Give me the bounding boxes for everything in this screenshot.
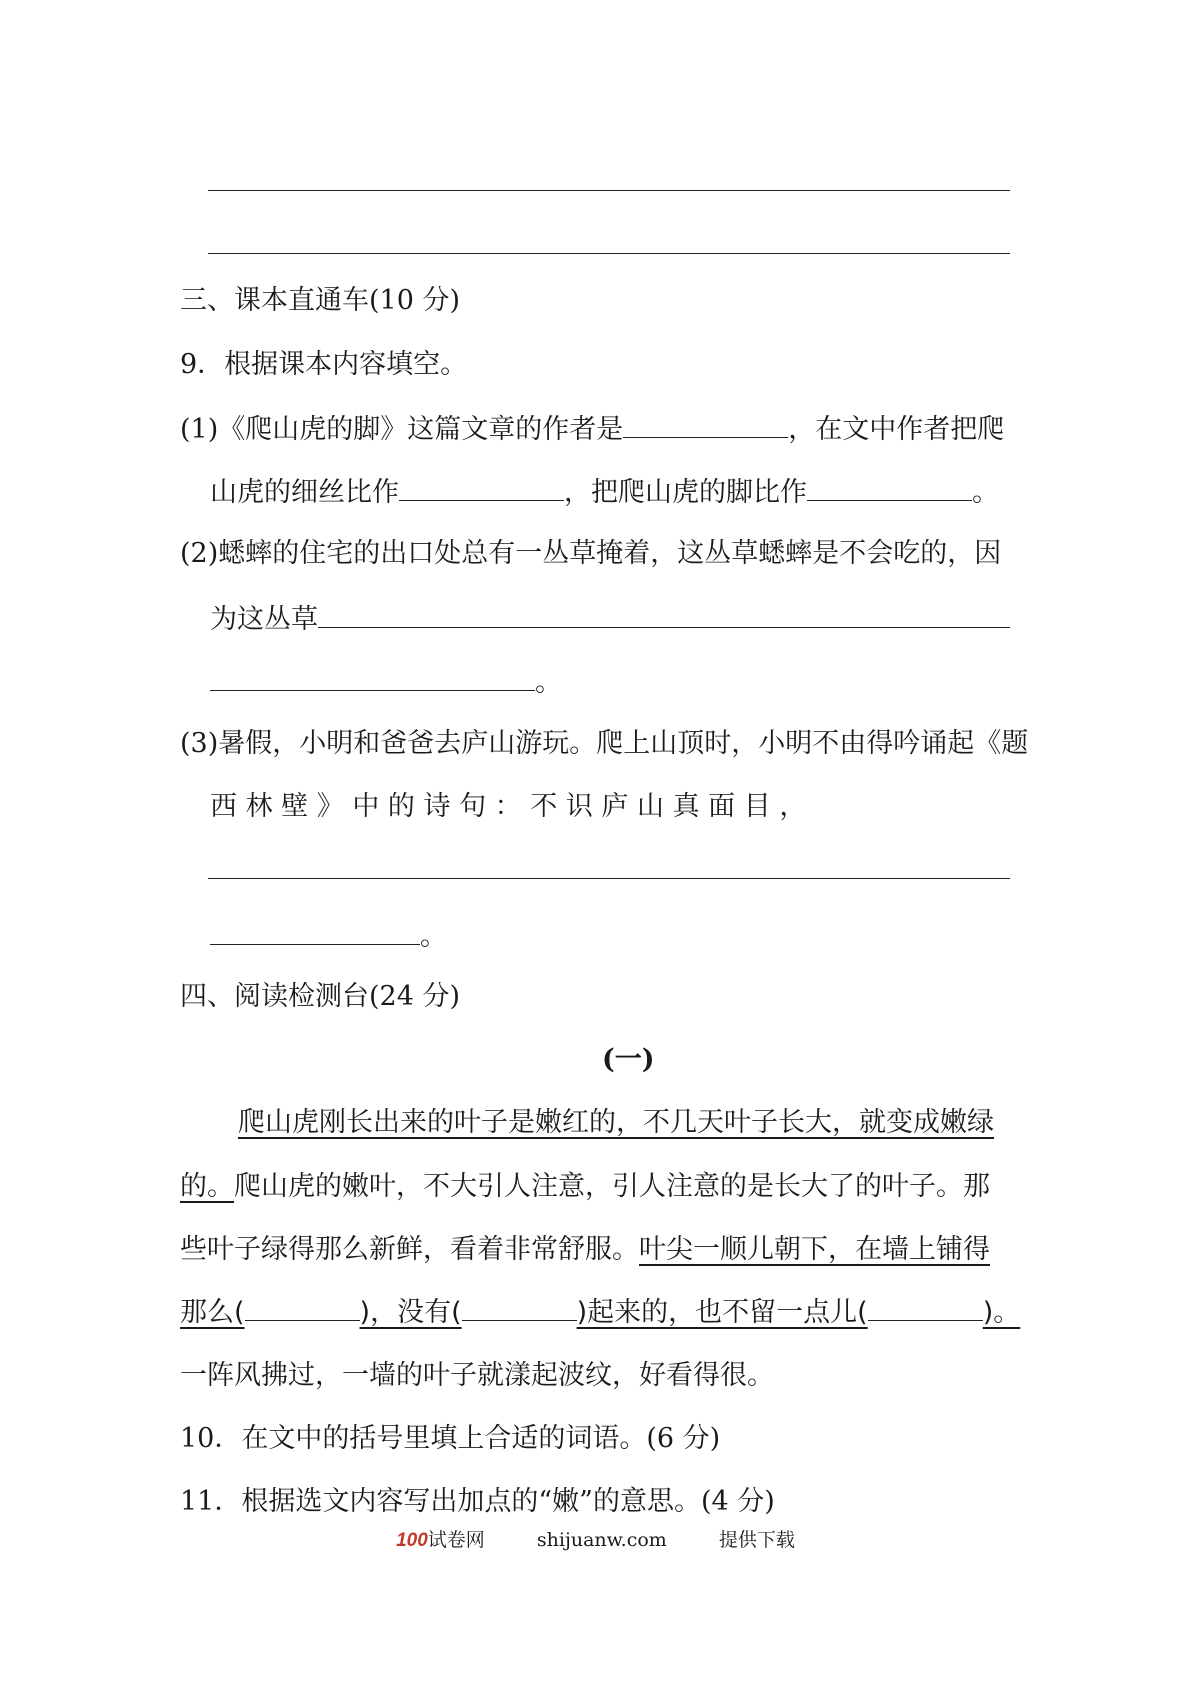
question-line: (3)暑假，小明和爸爸去庐山游玩。爬上山顶时，小明不由得吟诵起《题 bbox=[180, 728, 1029, 759]
question-line bbox=[210, 474, 999, 510]
passage-line bbox=[180, 1296, 1020, 1330]
underlined-sentence: )。 bbox=[982, 1297, 1021, 1328]
question-line: 西 林 壁 》 中 的 诗 句 ： 不 识 庐 山 真 面 目 ， bbox=[210, 791, 807, 822]
passage-text: 些叶子绿得那么新鲜，看着非常舒服。 bbox=[180, 1234, 639, 1265]
question-line: (2)蟋蟀的住宅的出口处总有一丛草掩着，这丛草蟋蟀是不会吃的，因 bbox=[180, 538, 1002, 569]
answer-line[interactable] bbox=[208, 190, 1010, 191]
footer-note: 提供下载 bbox=[718, 1529, 795, 1551]
passage-line: 一阵风拂过，一墙的叶子就漾起波纹，好看得很。 bbox=[180, 1360, 774, 1391]
question-line bbox=[210, 918, 447, 954]
question-text: 。 bbox=[535, 667, 562, 698]
fill-blank[interactable] bbox=[318, 601, 1010, 628]
word-blank[interactable] bbox=[245, 1296, 360, 1321]
word-blank[interactable] bbox=[462, 1296, 577, 1321]
passage-text: 爬山虎的嫩叶，不大引人注意，引人注意的是长大了的叶子。那 bbox=[234, 1171, 990, 1202]
question-text: (1)《爬山虎的脚》这篇文章的作者是 bbox=[180, 414, 624, 445]
question-text: 山虎的细丝比作 bbox=[210, 477, 399, 508]
passage-line bbox=[180, 1170, 990, 1204]
fill-blank[interactable] bbox=[399, 474, 564, 501]
underlined-sentence: )起来的，也不留一点儿( bbox=[576, 1297, 868, 1328]
page-footer bbox=[0, 1528, 1191, 1553]
section-heading: 四、阅读检测台(24 分) bbox=[180, 981, 461, 1012]
passage-line bbox=[180, 1233, 990, 1267]
underlined-sentence: )，没有( bbox=[359, 1297, 462, 1328]
fill-blank[interactable] bbox=[210, 918, 420, 945]
answer-line[interactable] bbox=[208, 878, 1010, 879]
question-text: 。 bbox=[420, 921, 447, 952]
section-heading: 三、课本直通车(10 分) bbox=[180, 285, 461, 316]
question-line bbox=[210, 601, 1010, 637]
question-stem: 10．在文中的括号里填上合适的词语。(6 分) bbox=[180, 1423, 721, 1454]
question-stem: 9．根据课本内容填空。 bbox=[180, 349, 468, 380]
question-text: ，把爬山虎的脚比作 bbox=[564, 477, 807, 508]
passage-title: (一) bbox=[602, 1044, 655, 1075]
question-line bbox=[180, 411, 1004, 447]
underlined-sentence: 的。 bbox=[180, 1171, 234, 1202]
word-blank[interactable] bbox=[868, 1296, 983, 1321]
passage-line bbox=[238, 1106, 994, 1140]
answer-line[interactable] bbox=[208, 253, 1010, 254]
site-logo: 100 bbox=[396, 1530, 428, 1551]
question-text: 。 bbox=[972, 477, 999, 508]
fill-blank[interactable] bbox=[807, 474, 972, 501]
fill-blank[interactable] bbox=[623, 411, 788, 438]
question-stem: 11．根据选文内容写出加点的“嫩”的意思。(4 分) bbox=[180, 1486, 775, 1517]
underlined-sentence: 那么( bbox=[180, 1297, 245, 1328]
site-domain[interactable]: shijuanw.com bbox=[536, 1529, 667, 1551]
site-name: 试卷网 bbox=[427, 1529, 485, 1551]
underlined-sentence: 爬山虎刚长出来的叶子是嫩红的，不几天叶子长大，就变成嫩绿 bbox=[238, 1107, 994, 1138]
question-line bbox=[210, 664, 562, 700]
question-text: 为这丛草 bbox=[210, 604, 318, 635]
underlined-sentence: 叶尖一顺儿朝下，在墙上铺得 bbox=[639, 1234, 990, 1265]
fill-blank[interactable] bbox=[210, 664, 535, 691]
question-text: ，在文中作者把爬 bbox=[788, 414, 1005, 445]
